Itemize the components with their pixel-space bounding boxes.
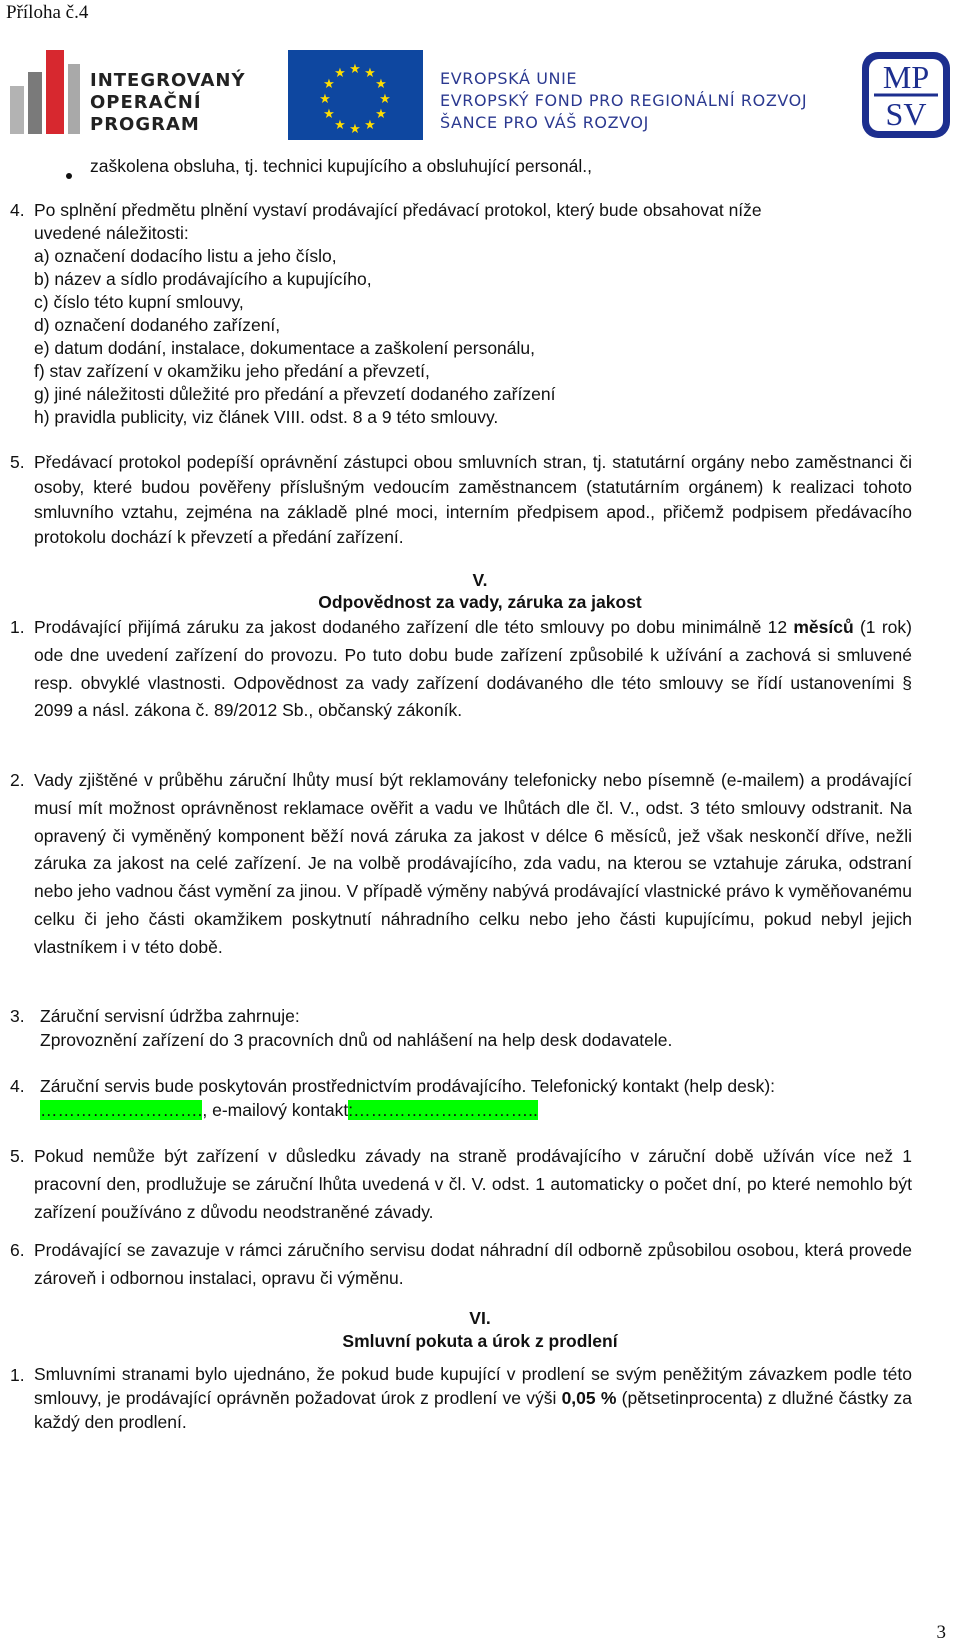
article-5-item-6-number: 6.	[10, 1240, 25, 1260]
section-4-item-a: a) označení dodacího listu a jeho číslo,	[34, 246, 337, 266]
a5-1-text-start: Prodávající přijímá záruku za jakost dodaného zařízení dle této smlouvy po dobu minimálně 12	[34, 617, 794, 637]
eu-flag-icon	[288, 50, 423, 140]
article-6-item-1-number: 1.	[10, 1365, 25, 1385]
svg-text:★: ★	[375, 77, 387, 92]
section-5-number: 5.	[10, 452, 25, 472]
iop-logo-line2: OPERAČNÍ	[90, 92, 202, 113]
page-number: 3	[936, 1622, 946, 1643]
article-5-item-6-text: Prodávající se zavazuje v rámci záručního servisu dodat náhradní díl odborně způsobilou osobou, která provede zároveň i odbornou instalaci, opravu či výměnu.	[34, 1240, 912, 1288]
mpsv-logo-line1: MP	[882, 59, 930, 95]
eu-logo-text	[440, 68, 807, 134]
section-4-item-d: d) označení dodaného zařízení,	[34, 315, 281, 335]
article-5-item-2-text: Vady zjištěné v průběhu záruční lhůty musí být reklamovány telefonicky nebo písemně (e-mailem) a prodávající musí mít možnost oprávněnost reklamace ověřit a vadu ve lhůtách dle čl. V., odst. 3 této smlouvy odstranit. Na opravený či vyměněný komponent běží nová záruka za jakost v délce 6 měsíců, jež však neskončí dříve, nežli záruka za jakost na celé zařízení. Je na volbě prodávajícího, zda vadu, na kterou se vztahuje záruka, odstraní nebo jeho vadnou část vymění za jinou. V případě výměny nabývá prodávající vlastnické právo k vyměňovanému celku či jeho části okamžikem poskytnutí náhradního celku nebo jeho části kupujícímu, pokud nebyl jejich vlastníkem i v této době.	[34, 770, 912, 957]
svg-text:★: ★	[379, 92, 391, 107]
email-contact-label: , e-mailový kontakt	[202, 1100, 349, 1120]
article-5-item-3-line1: Záruční servisní údržba zahrnuje:	[40, 1006, 300, 1026]
section-4-item-b: b) název a sídlo prodávajícího a kupujícího,	[34, 269, 372, 289]
article-5-item-5-text: Pokud nemůže být zařízení v důsledku závady na straně prodávajícího v záruční době užíván více než 1 pracovní den, prodlužuje se záruční lhůta uvedená v čl. V. odst. 1 automaticky o počet dní, po které nemohlo být zařízení používáno z důvodu neodstraněné závady.	[34, 1146, 912, 1222]
article-5-number: V.	[472, 570, 488, 590]
bullet-item: zaškolena obsluha, tj. technici kupujícího a obsluhující personál.,	[90, 156, 592, 176]
article-5-item-4-line2	[40, 1097, 538, 1125]
section-4-number: 4.	[10, 200, 25, 220]
a6-1-text-start: Smluvními stranami bylo ujednáno, že pokud bude kupující v prodlení se svým peněžitým závazkem podle této smlouvy, je prodávající oprávněn požadovat úrok z prodlení ve výši	[34, 1364, 912, 1408]
article-5-item-2-number: 2.	[10, 770, 25, 790]
article-5-item-1-text	[34, 614, 912, 725]
section-4-item-f: f) stav zařízení v okamžiku jeho předání a převzetí,	[34, 361, 430, 381]
phone-contact-blank: ……………………….	[40, 1100, 203, 1120]
mpsv-logo	[860, 50, 952, 140]
a6-1-bold: 0,05 %	[561, 1388, 617, 1408]
iop-logo	[10, 48, 255, 138]
article-6-number: VI.	[469, 1308, 491, 1328]
iop-logo-mark-icon	[10, 48, 90, 138]
a5-1-text-end: (1 rok) ode dne uvedení zařízení do provozu. Po tuto dobu bude zařízení způsobilé k užívání a zachová si smluvené resp. obvyklé vlastnosti. Odpovědnost za vady zařízení dodávaného dle této smlouvy se řídí ustanoveními § 2099 a násl. zákona č. 89/2012 Sb., občanský zákoník.	[34, 617, 912, 721]
svg-text:★: ★	[334, 118, 346, 133]
article-6-item-1-text	[34, 1362, 912, 1434]
section-4-item-h: h) pravidla publicity, viz článek VIII. odst. 8 a 9 této smlouvy.	[34, 407, 499, 427]
mpsv-logo-line2: SV	[885, 96, 927, 132]
section-4-line2: uvedené náležitosti:	[34, 223, 189, 243]
attachment-label: Příloha č.4	[6, 2, 89, 23]
article-5-item-1-number: 1.	[10, 617, 25, 637]
svg-text:★: ★	[349, 122, 361, 137]
section-4-item-e: e) datum dodání, instalace, dokumentace a zaškolení personálu,	[34, 338, 536, 358]
section-4-item-g: g) jiné náležitosti důležité pro předání a převzetí dodaného zařízení	[34, 384, 556, 404]
svg-text:★: ★	[349, 62, 361, 77]
section-4-line1: Po splnění předmětu plnění vystaví prodávající předávací protokol, který bude obsahovat níže	[34, 200, 762, 220]
svg-text:★: ★	[334, 66, 346, 81]
eu-logo-line3: ŠANCE PRO VÁŠ ROZVOJ	[440, 113, 649, 132]
section-4-item-c: c) číslo této kupní smlouvy,	[34, 292, 244, 312]
svg-text:★: ★	[364, 118, 376, 133]
article-5-title: Odpovědnost za vady, záruka za jakost	[318, 592, 642, 612]
article-5-item-4-line1: Záruční servis bude poskytován prostřednictvím prodávajícího. Telefonický kontakt (help desk):	[40, 1076, 776, 1096]
svg-text:★: ★	[364, 66, 376, 81]
section-5-text: Předávací protokol podepíší oprávnění zástupci obou smluvních stran, tj. statutární orgány nebo zaměstnanci či osoby, které budou pověřeny příslušným vedoucím zaměstnancem (statutárním orgánem) k realizaci tohoto smluvního vztahu, zejména na základě plné moci, interním předpisem apod., přičemž podpisem předávacího protokolu dochází k převzetí a předání zařízení.	[34, 452, 912, 547]
svg-text:★: ★	[323, 107, 335, 122]
a5-1-bold: měsíců	[793, 617, 854, 637]
svg-text:★: ★	[375, 107, 387, 122]
iop-logo-line1: INTEGROVANÝ	[90, 70, 246, 91]
eu-logo-line2: EVROPSKÝ FOND PRO REGIONÁLNÍ ROZVOJ	[440, 91, 808, 110]
article-5-item-5-number: 5.	[10, 1146, 25, 1166]
article-5-item-3-line2: Zprovoznění zařízení do 3 pracovních dnů od nahlášení na help desk dodavatele.	[40, 1030, 673, 1050]
bullet-icon	[66, 173, 72, 179]
article-5-item-4-number: 4.	[10, 1076, 25, 1096]
svg-text:★: ★	[319, 92, 331, 107]
svg-text:★: ★	[323, 77, 335, 92]
a6-1-text-end: (pětsetinprocenta) z dlužné částky za každý den prodlení.	[34, 1388, 912, 1432]
eu-logo-line1: EVROPSKÁ UNIE	[440, 69, 578, 88]
iop-logo-line3: PROGRAM	[90, 114, 200, 135]
article-5-item-3-number: 3.	[10, 1006, 25, 1026]
email-contact-blank: :…………………………..	[348, 1100, 538, 1120]
article-6-title: Smluvní pokuta a úrok z prodlení	[342, 1331, 618, 1351]
